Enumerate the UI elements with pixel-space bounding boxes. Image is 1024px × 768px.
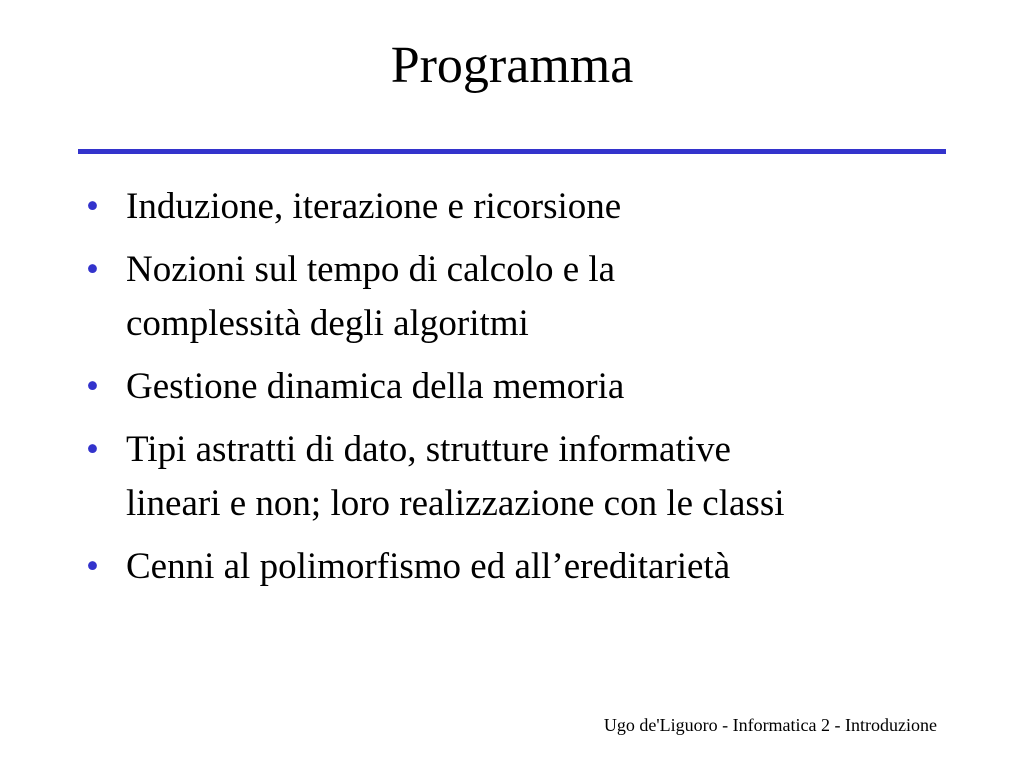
bullet-list — [86, 180, 966, 603]
bullet-icon: • — [86, 249, 99, 290]
bullet-icon: • — [86, 186, 99, 227]
list-item — [86, 360, 966, 414]
list-item — [86, 423, 966, 531]
bullet-text: Tipi astratti di dato, strutture informative lineari e non; loro realizzazione con le classi — [126, 429, 785, 524]
bullet-text: Nozioni sul tempo di calcolo e la complessità degli algoritmi — [126, 249, 616, 344]
slide-title: Programma — [390, 37, 634, 94]
title-underline — [78, 149, 946, 154]
list-item — [86, 540, 966, 594]
list-item — [86, 243, 966, 351]
bullet-icon: • — [86, 366, 99, 407]
bullet-text: Cenni al polimorfismo ed all’ereditarietà — [126, 546, 731, 587]
list-item — [86, 180, 966, 234]
bullet-text: Induzione, iterazione e ricorsione — [126, 186, 622, 227]
bullet-icon: • — [86, 429, 99, 470]
slide-footer: Ugo de'Liguoro - Informatica 2 - Introduzione — [603, 715, 937, 735]
bullet-text: Gestione dinamica della memoria — [126, 366, 625, 407]
bullet-icon: • — [86, 546, 99, 587]
